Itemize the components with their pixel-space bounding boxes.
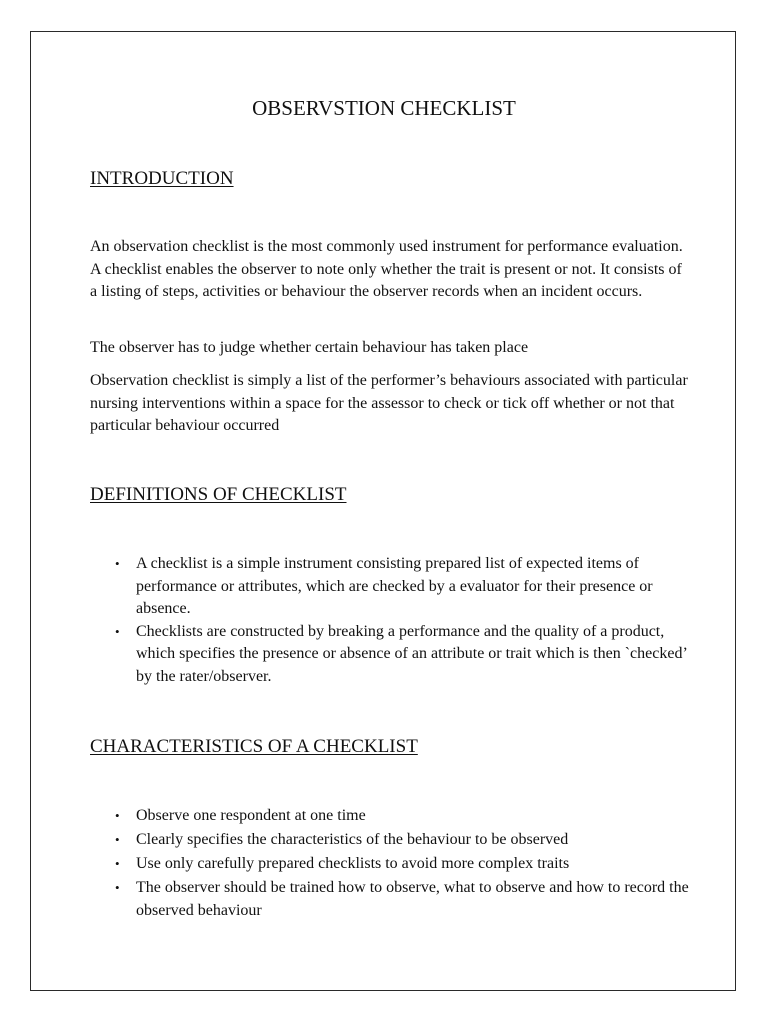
definitions-list bbox=[90, 553, 690, 688]
characteristics-list-item bbox=[90, 877, 690, 922]
characteristics-heading: CHARACTERISTICS OF A CHECKLIST bbox=[90, 736, 418, 757]
introduction-paragraph-3: Observation checklist is simply a list of the performer’s behaviours associated with particular nursing interventions within a space for the assessor to check or tick off whether or not that particular behaviour occurred bbox=[90, 372, 688, 434]
introduction-paragraph-2: The observer has to judge whether certain behaviour has taken place bbox=[90, 339, 529, 356]
document-title: OBSERVSTION CHECKLIST bbox=[252, 96, 516, 120]
characteristics-list-item bbox=[90, 805, 690, 828]
definitions-list-item bbox=[90, 553, 690, 621]
characteristics-item-text: Use only carefully prepared checklists to avoid more complex traits bbox=[136, 855, 570, 872]
bullet-icon: • bbox=[115, 556, 120, 571]
characteristics-list-item bbox=[90, 829, 690, 852]
characteristics-item-text: The observer should be trained how to observe, what to observe and how to record the observed behaviour bbox=[136, 879, 689, 919]
characteristics-list bbox=[90, 805, 690, 924]
characteristics-list-item bbox=[90, 853, 690, 876]
bullet-icon: • bbox=[115, 856, 120, 871]
characteristics-item-text: Clearly specifies the characteristics of the behaviour to be observed bbox=[136, 831, 569, 848]
bullet-icon: • bbox=[115, 880, 120, 895]
bullet-icon: • bbox=[115, 808, 120, 823]
bullet-icon: • bbox=[115, 623, 120, 639]
definitions-list-item bbox=[90, 621, 690, 689]
introduction-paragraph-1: An observation checklist is the most commonly used instrument for performance evaluation. A checklist enables the observer to note only whether the trait is present or not. It consists of a listing of steps, activities or behaviour the observer records when an incident occurs. bbox=[90, 238, 683, 300]
introduction-heading: INTRODUCTION bbox=[90, 168, 234, 189]
definitions-heading: DEFINITIONS OF CHECKLIST bbox=[90, 484, 347, 505]
bullet-icon: • bbox=[115, 832, 120, 847]
definitions-item-text: A checklist is a simple instrument consisting prepared list of expected items of performance or attributes, which are checked by a evaluator for their presence or absence. bbox=[136, 555, 653, 617]
definitions-item-text: Checklists are constructed by breaking a performance and the quality of a product, which specifies the presence or absence of an attribute or trait which is then `checked’ by the rater/observer. bbox=[136, 622, 687, 685]
characteristics-item-text: Observe one respondent at one time bbox=[136, 807, 366, 824]
